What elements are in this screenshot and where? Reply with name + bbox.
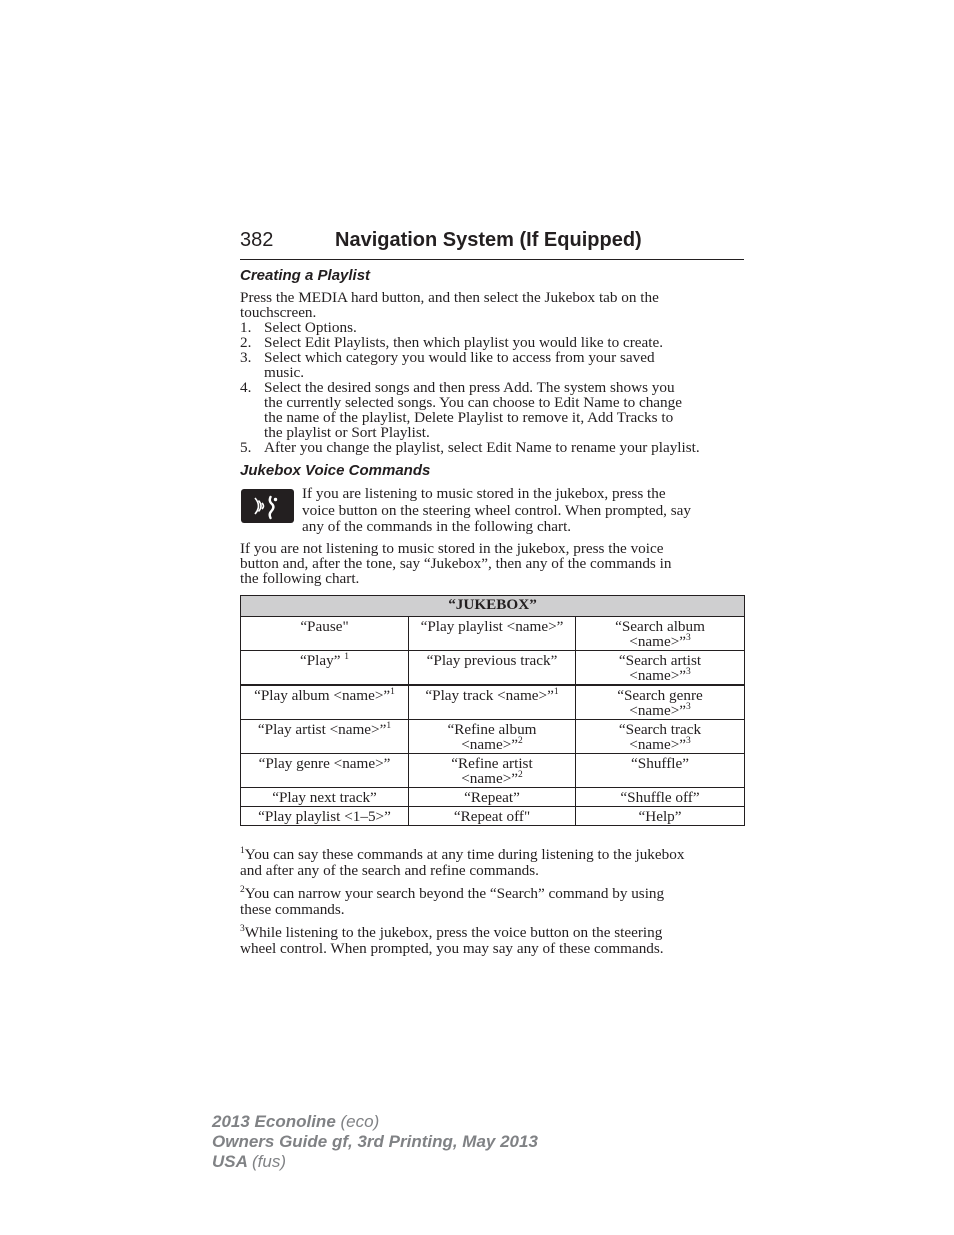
footnote-mark: 2	[240, 884, 245, 895]
jukebox-intro	[240, 541, 744, 586]
page-number: 382	[240, 229, 274, 251]
table-row	[241, 807, 745, 826]
playlist-steps	[240, 320, 744, 455]
table-row	[241, 685, 745, 720]
step-number: 1.	[240, 319, 252, 336]
cell-text: “Shuffle off”	[620, 789, 700, 806]
footnote-ref: 1	[386, 720, 392, 731]
table-cell	[409, 754, 576, 788]
footer-line	[212, 1152, 538, 1172]
step-item	[240, 335, 744, 350]
cell-text: <name>”	[461, 736, 518, 753]
footer-model-code: (eco)	[340, 1112, 380, 1131]
footer-market-code: (fus)	[252, 1152, 286, 1171]
cell-text: “Shuffle”	[631, 755, 689, 772]
table-cell	[241, 651, 409, 686]
text-line: You can say these commands at any time during listening to the jukebox	[244, 846, 685, 863]
table-cell	[241, 788, 409, 807]
section-heading-jukebox-voice: Jukebox Voice Commands	[240, 462, 431, 479]
cell-text: “Search track	[618, 721, 702, 738]
text-line: While listening to the jukebox, press the voice button on the steering	[244, 924, 663, 941]
text-line: the name of the playlist, Delete Playlist to remove it, Add Tracks to	[264, 409, 674, 426]
text-line: wheel control. When prompted, you may say any of these commands.	[240, 939, 664, 957]
voice-button-instruction	[302, 486, 747, 536]
cell-text: “Play playlist <name>”	[420, 618, 564, 635]
cell-text: “Pause"	[300, 618, 349, 635]
step-number: 4.	[240, 379, 252, 396]
cell-text: <name>”	[629, 667, 687, 684]
cell-text: “Play”	[299, 652, 345, 669]
footnote-ref: 1	[390, 686, 395, 697]
text-line: the currently selected songs. You can choose to Edit Name to change	[264, 394, 682, 411]
step-number: 2.	[240, 334, 252, 351]
text-line: these commands.	[240, 900, 345, 918]
table-cell	[409, 720, 576, 754]
step-item	[240, 350, 744, 380]
text-line: Select Options.	[264, 319, 357, 336]
table-cell	[241, 685, 409, 720]
text-line: Select which category you would like to access from your saved	[264, 349, 655, 366]
page-header	[240, 229, 744, 260]
table-cell	[576, 807, 745, 826]
text-line: the following chart.	[240, 570, 360, 587]
text-line: and after any of the search and refine commands.	[240, 861, 539, 879]
cell-text: “Play genre <name>”	[258, 755, 391, 772]
cell-text: <name>”	[461, 770, 518, 787]
cell-text: “Play previous track”	[426, 652, 558, 669]
text-line: Press the MEDIA hard button, and then select the Jukebox tab on the	[240, 289, 659, 306]
cell-text: “Search genre	[617, 687, 703, 704]
cell-text: “Repeat”	[464, 789, 520, 806]
cell-text: <name>”	[629, 702, 687, 719]
cell-text: “Repeat off"	[453, 808, 531, 825]
step-item	[240, 440, 744, 455]
footnote-ref: 3	[686, 735, 691, 746]
step-item	[240, 320, 744, 335]
footnote-mark: 1	[240, 845, 245, 856]
text-line: After you change the playlist, select Edit Name to rename your playlist.	[264, 439, 700, 456]
cell-text: “Help”	[638, 808, 682, 825]
table-cell	[576, 617, 745, 651]
table-cell	[576, 651, 745, 686]
cell-text: <name>”	[629, 633, 687, 650]
voice-glyph-icon	[241, 489, 294, 523]
table-row	[241, 754, 745, 788]
footnote	[240, 925, 750, 956]
text-line: music.	[264, 364, 305, 381]
table-row	[241, 651, 745, 686]
cell-text: “Refine album	[447, 721, 537, 738]
playlist-intro	[240, 290, 744, 320]
cell-text: “Play album <name>”	[254, 687, 391, 704]
footnote-ref: 2	[518, 735, 523, 746]
table-cell	[409, 617, 576, 651]
page-footer	[212, 1112, 538, 1172]
footnote-ref: 1	[553, 686, 559, 697]
footnote	[240, 847, 750, 878]
step-number: 3.	[240, 349, 252, 366]
footer-market: USA	[212, 1152, 248, 1171]
table-row	[241, 720, 745, 754]
footer-model: 2013 Econoline	[212, 1112, 336, 1131]
table-cell	[576, 720, 745, 754]
cell-text: “Play artist <name>”	[257, 721, 387, 738]
text-line: the playlist or Sort Playlist.	[264, 424, 430, 441]
text-line: touchscreen.	[240, 304, 317, 321]
footnote	[240, 886, 750, 917]
text-line: any of the commands in the following chart.	[302, 518, 572, 535]
cell-text: “Search artist	[618, 652, 702, 669]
footnote-ref: 1	[344, 651, 350, 662]
text-line: If you are not listening to music stored in the jukebox, press the voice	[240, 540, 664, 557]
table-cell	[241, 617, 409, 651]
text-line: voice button on the steering wheel control. When prompted, say	[302, 501, 692, 519]
step-item	[240, 380, 744, 440]
table-cell	[576, 754, 745, 788]
footnote-ref: 3	[686, 632, 691, 643]
cell-text: “Play playlist <1–5>”	[258, 808, 391, 825]
table-row	[241, 617, 745, 651]
table-cell	[576, 788, 745, 807]
table-cell	[241, 754, 409, 788]
table-header-row	[241, 596, 745, 617]
table-cell	[409, 788, 576, 807]
cell-text: “Search album	[615, 618, 705, 635]
cell-text: “Play next track”	[272, 789, 377, 806]
table-cell	[241, 807, 409, 826]
footnote-mark: 3	[240, 923, 245, 934]
step-number: 5.	[240, 439, 252, 456]
text-line: Select Edit Playlists, then which playlist you would like to create.	[264, 334, 664, 351]
voice-button-icon	[241, 489, 294, 523]
footnote-ref: 3	[686, 701, 691, 712]
footnote-ref: 2	[518, 769, 523, 780]
text-line: button and, after the tone, say “Jukebox”, then any of the commands in	[240, 555, 672, 572]
text-line: If you are listening to music stored in the jukebox, press the	[302, 485, 666, 502]
table-cell	[409, 685, 576, 720]
table-cell	[576, 685, 745, 720]
table-cell	[409, 807, 576, 826]
text-line: Select the desired songs and then press Add. The system shows you	[264, 379, 675, 396]
chapter-title: Navigation System (If Equipped)	[335, 229, 642, 251]
section-heading-creating-playlist: Creating a Playlist	[240, 267, 371, 284]
cell-text: “Refine artist	[451, 755, 533, 772]
footer-guide: Owners Guide gf, 3rd Printing, May 2013	[212, 1132, 538, 1151]
table-body	[241, 617, 745, 826]
table-row	[241, 788, 745, 807]
cell-text: <name>”	[629, 736, 687, 753]
jukebox-commands-table	[240, 595, 745, 826]
text-line: You can narrow your search beyond the “Search” command by using	[244, 885, 665, 902]
table-cell	[409, 651, 576, 686]
cell-text: “Play track <name>”	[425, 687, 554, 704]
table-cell	[241, 720, 409, 754]
footer-line	[212, 1112, 538, 1132]
table-header: “JUKEBOX”	[241, 596, 745, 617]
footnote-ref: 3	[686, 666, 691, 677]
